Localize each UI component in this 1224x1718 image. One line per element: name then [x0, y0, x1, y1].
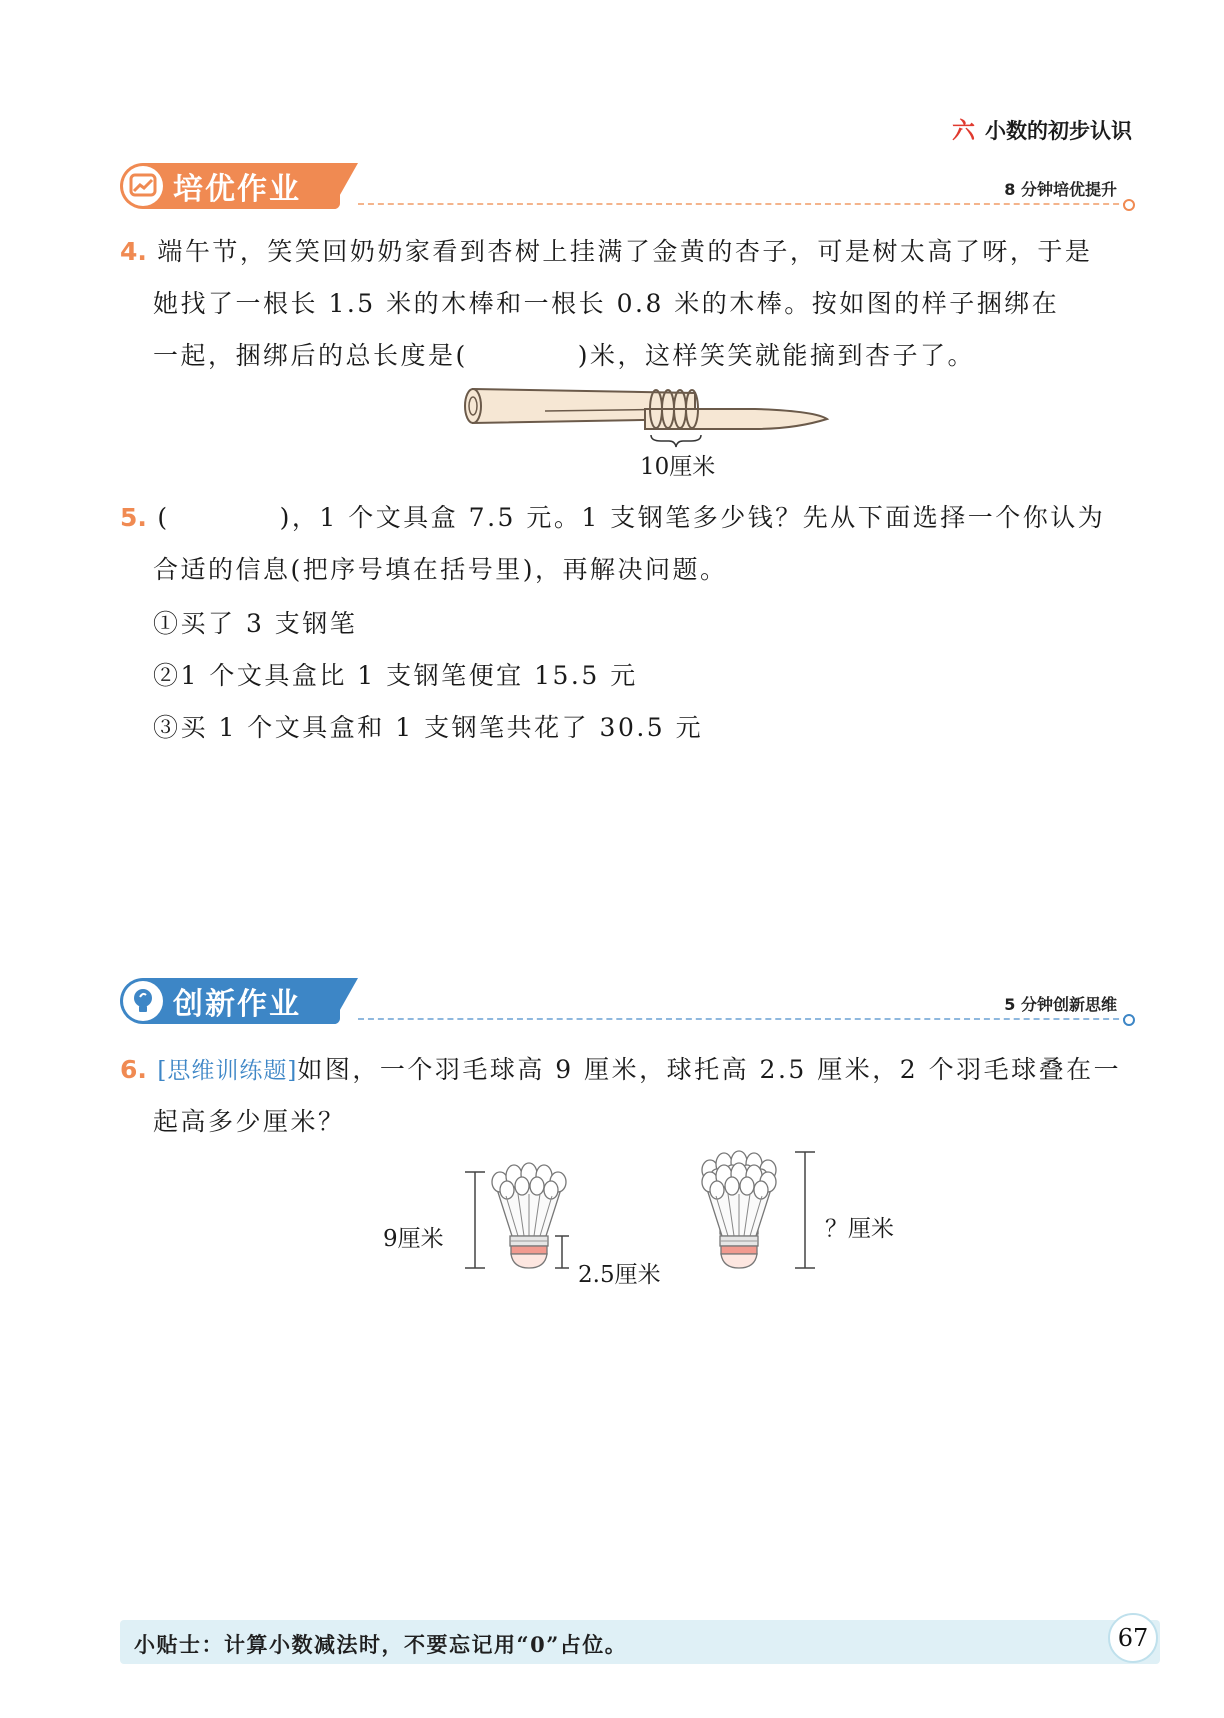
question-number: 4. [120, 237, 147, 266]
divider [358, 203, 1129, 205]
question-number: 5. [120, 503, 147, 532]
section-pill [120, 978, 340, 1024]
section-subtitle: 8 分钟培优提升 [1004, 180, 1117, 199]
chapter-number: 六 [952, 118, 975, 144]
question-text-line: 一起，捆绑后的总长度是( )米，这样笑笑就能摘到杏子了。 [153, 341, 976, 370]
question-height-label: ？厘米 [825, 1216, 894, 1242]
base-label: 2.5厘米 [578, 1262, 661, 1288]
question-text-line: 合适的信息(把序号填在括号里)，再解决问题。 [153, 555, 728, 584]
section-banner-advanced [120, 163, 1135, 211]
section-subtitle: 5 分钟创新思维 [1004, 995, 1117, 1014]
option-1: ①买了 3 支钢笔 [153, 609, 358, 638]
question-text-line: 起高多少厘米？ [153, 1107, 346, 1136]
height-label: 9厘米 [383, 1226, 444, 1252]
page-number: 67 [1108, 1613, 1158, 1663]
tip-bar [120, 1620, 1160, 1664]
question-text-line: 端午节，笑笑回奶奶家看到杏树上挂满了金黄的杏子，可是树太高了呀，于是 [157, 237, 1093, 266]
chart-trend-icon [123, 166, 163, 206]
section-title: 创新作业 [173, 987, 301, 1022]
section-banner-innovation [120, 978, 1135, 1026]
option-3: ③买 1 个文具盒和 1 支钢笔共花了 30.5 元 [153, 713, 704, 742]
tip-text: 小贴士：计算小数减法时，不要忘记用“0”占位。 [134, 1632, 628, 1657]
question-text-line: 如图，一个羽毛球高 9 厘米，球托高 2.5 厘米，2 个羽毛球叠在一 [297, 1055, 1122, 1084]
length-label: 10厘米 [640, 454, 716, 480]
chapter-header [952, 112, 1132, 145]
option-2: ②1 个文具盒比 1 支钢笔便宜 15.5 元 [153, 661, 638, 690]
question-tag: [思维训练题] [157, 1058, 298, 1084]
section-title: 培优作业 [173, 172, 301, 207]
question-text-line: 她找了一根长 1.5 米的木棒和一根长 0.8 米的木棒。按如图的样子捆绑在 [153, 289, 1060, 318]
lightbulb-icon [123, 981, 163, 1021]
section-pill [120, 163, 340, 209]
chapter-title: 小数的初步认识 [985, 119, 1132, 143]
divider [358, 1018, 1129, 1020]
question-text-line: ( )，1 个文具盒 7.5 元。1 支钢笔多少钱？先从下面选择一个你认为 [157, 503, 1106, 532]
question-number: 6. [120, 1055, 147, 1084]
